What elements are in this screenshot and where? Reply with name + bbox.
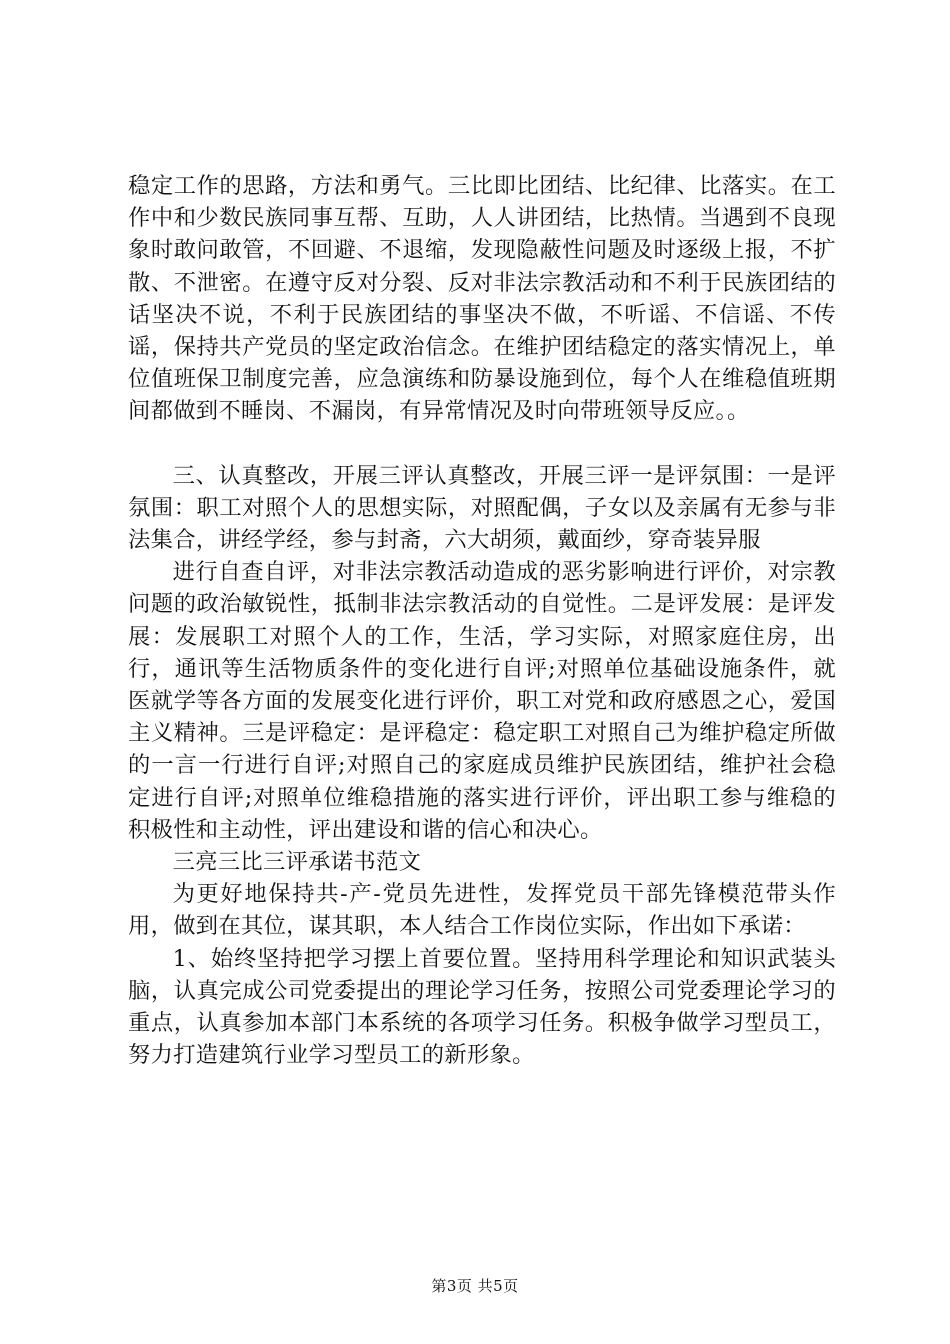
page-footer [0,1276,950,1296]
section-heading-commitment: 三亮三比三评承诺书范文 [172,849,422,876]
page-number-label: 第3页 共5页 [431,1277,519,1295]
paragraph-commitment-item-1: 1、始终坚持把学习摆上首要位置。坚持用科学理论和知识武装头脑，认真完成公司党委提出的理论学习任务，按照公司党委理论学习的重点，认真参加本部门本系统的各项学习任务。积极争做学习型员工，努力打造建筑行业学习型员工的新形象。 [128,945,836,1069]
paragraph-section-three: 三、认真整改，开展三评认真整改，开展三评一是评氛围：一是评氛围：职工对照个人的思想实际，对照配偶，子女以及亲属有无参与非法集合，讲经学经，参与封斋，六大胡须，戴面纱，穿奇装异服 [128,462,836,554]
document-body [128,170,836,1071]
paragraph-gap [128,428,836,460]
paragraph-commitment-intro: 为更好地保持共-产-党员先进性，发挥党员干部先锋模范带头作用，做到在其位，谋其职，本人结合工作岗位实际，作出如下承诺： [128,881,836,940]
paragraph-self-evaluation: 进行自查自评，对非法宗教活动造成的恶劣影响进行评价，对宗教问题的政治敏锐性，抵制非法宗教活动的自觉性。二是评发展：是评发展：发展职工对照个人的工作，生活，学习实际，对照家庭住房，出行，通讯等生活物质条件的变化进行自评;对照单位基础设施条件，就医就学等各方面的发展变化进行评价，职工对党和政府感恩之心，爱国主义精神。三是评稳定：是评稳定：稳定职工对照自己为维护稳定所做的一言一行进行自评;对照自己的家庭成员维护民族团结，维护社会稳定进行自评;对照单位维稳措施的落实进行评价，评出职工参与维稳的积极性和主动性，评出建设和谐的信心和决心。 [128,559,836,843]
paragraph-stability-work: 稳定工作的思路，方法和勇气。三比即比团结、比纪律、比落实。在工作中和少数民族同事互帮、互助，人人讲团结，比热情。当遇到不良现象时敢问敢管，不回避、不退缩，发现隐蔽性问题及时逐级上报，不扩散、不泄密。在遵守反对分裂、反对非法宗教活动和不利于民族团结的话坚决不说，不利于民族团结的事坚决不做，不听谣、不信谣、不传谣，保持共产党员的坚定政治信念。在维护团结稳定的落实情况上，单位值班保卫制度完善，应急演练和防暴设施到位，每个人在维稳值班期间都做到不睡岗、不漏岗，有异常情况及时向带班领导反应。。 [128,173,836,425]
